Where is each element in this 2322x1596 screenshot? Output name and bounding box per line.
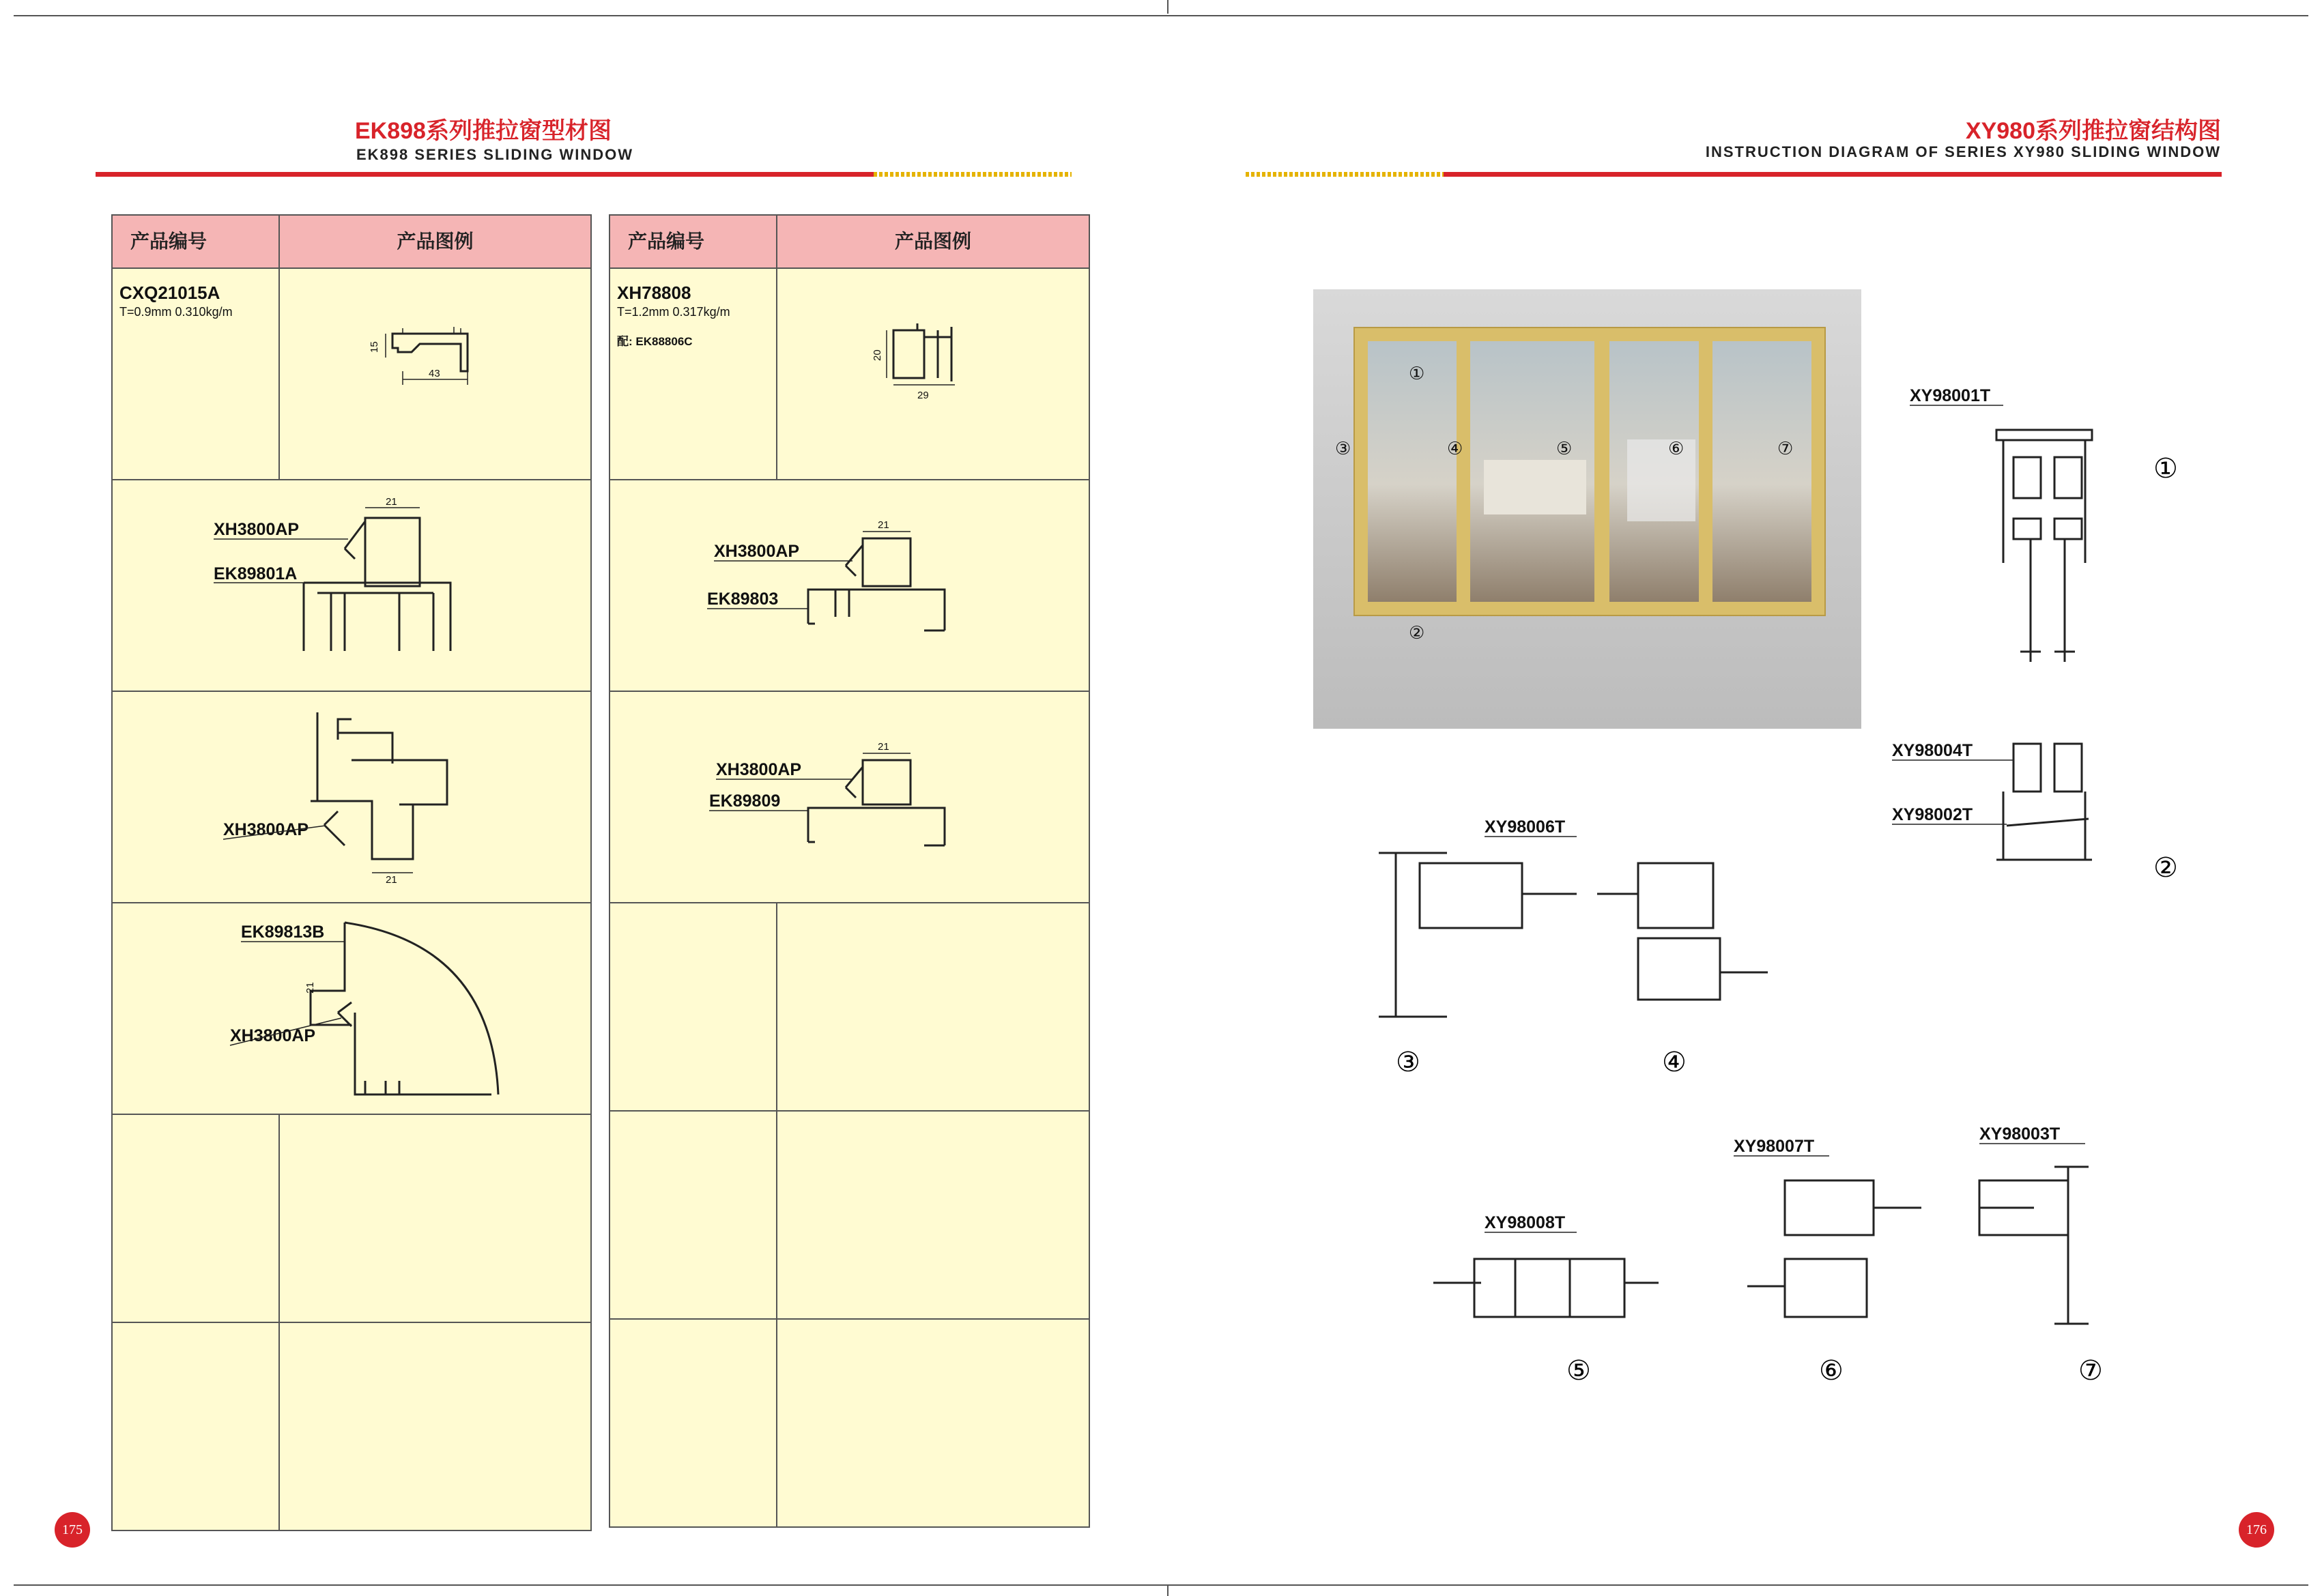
product-spec: T=1.2mm 0.317kg/m (617, 305, 730, 319)
photo-marker-2: ② (1409, 623, 1425, 643)
dim-21: 21 (878, 519, 889, 531)
label-ek89803: EK89803 (707, 590, 779, 609)
label-xh3800ap: XH3800AP (214, 520, 300, 539)
col-header-figure: 产品图例 (279, 215, 591, 268)
label-xy98006t: XY98006T (1485, 817, 1566, 837)
label-xy98007t: XY98007T (1734, 1137, 1815, 1156)
product-code-cell (610, 268, 777, 480)
profile-drawing-xh78808 (777, 269, 1090, 476)
center-crop-mark-bottom (1167, 1586, 1169, 1596)
product-note: 配: EK88806C (617, 335, 693, 348)
product-code-cell (112, 268, 279, 480)
assembly-drawing-ek89809 (610, 692, 1090, 899)
left-title-rule-dots (874, 172, 1072, 177)
section-number-1: ① (2153, 453, 2178, 484)
left-title-rule (96, 172, 874, 177)
label-ek89813b: EK89813B (241, 923, 325, 942)
col-header-code: 产品编号 (112, 215, 279, 268)
right-title-cn: XY980系列推拉窗结构图 (1965, 118, 2221, 144)
assembly-drawing-ek89801a (113, 480, 592, 687)
col-header-figure: 产品图例 (777, 215, 1089, 268)
right-title-rule-dots (1246, 172, 1444, 177)
empty-cell (777, 903, 1089, 1111)
photo-marker-1: ① (1409, 364, 1425, 384)
product-spec: T=0.9mm 0.310kg/m (119, 305, 233, 319)
assembly-cell-2 (610, 691, 1089, 903)
right-title-rule (1444, 172, 2222, 177)
empty-cell (279, 1114, 591, 1322)
product-table-right (609, 214, 1090, 1528)
photo-marker-5: ⑤ (1556, 439, 1573, 459)
photo-marker-4: ④ (1447, 439, 1463, 459)
empty-cell (610, 903, 777, 1111)
right-title-en: INSTRUCTION DIAGRAM OF SERIES XY980 SLIDING WINDOW (1705, 143, 2221, 160)
assembly-drawing-ek89803 (610, 480, 1090, 687)
label-ek89809: EK89809 (709, 792, 781, 811)
product-table-left (111, 214, 592, 1531)
label-xy98003t: XY98003T (1979, 1125, 2061, 1144)
assembly-cell-1 (610, 480, 1089, 691)
assembly-drawing-ek89813b (113, 903, 592, 1110)
dim-21: 21 (386, 874, 397, 886)
photo-marker-3: ③ (1335, 439, 1351, 459)
product-figure-cell (777, 268, 1089, 480)
section-number-2: ② (2153, 852, 2178, 884)
dim-21: 21 (386, 496, 397, 508)
empty-cell (112, 1322, 279, 1530)
assembly-drawing-row3 (113, 692, 592, 899)
left-title-cn: EK898系列推拉窗型材图 (355, 118, 612, 144)
dim-height: 20 (872, 349, 883, 361)
empty-cell (112, 1114, 279, 1322)
empty-cell (279, 1322, 591, 1530)
section-number-7: ⑦ (2078, 1355, 2103, 1387)
empty-cell (610, 1111, 777, 1319)
left-title-en: EK898 SERIES SLIDING WINDOW (356, 146, 634, 163)
profile-drawing-cxq21015a (280, 269, 592, 476)
col-header-code: 产品编号 (610, 215, 777, 268)
section-number-4: ④ (1662, 1047, 1687, 1078)
empty-cell (610, 1319, 777, 1527)
assembly-cell-2 (112, 691, 591, 903)
dim-width: 29 (917, 390, 929, 401)
dim-width: 43 (429, 368, 440, 379)
product-code: XH78808 (617, 282, 691, 303)
product-code: CXQ21015A (119, 282, 220, 303)
photo-marker-7: ⑦ (1777, 439, 1794, 459)
label-xh3800ap: XH3800AP (714, 542, 800, 561)
product-figure-cell (279, 268, 591, 480)
window-photo (1313, 289, 1861, 729)
label-xh3800ap-2: XH3800AP (230, 1026, 316, 1045)
dim-21: 21 (878, 741, 889, 753)
bottom-border (14, 1584, 2308, 1586)
assembly-cell-1 (112, 480, 591, 691)
top-border (14, 15, 2308, 16)
label-xy98001t: XY98001T (1910, 386, 1991, 405)
label-xy98008t: XY98008T (1485, 1213, 1566, 1232)
section-number-5: ⑤ (1566, 1355, 1591, 1387)
assembly-cell-3 (112, 903, 591, 1114)
label-ek89801a: EK89801A (214, 564, 298, 583)
empty-cell (777, 1111, 1089, 1319)
dim-height: 15 (369, 341, 380, 353)
center-crop-mark (1167, 0, 1169, 14)
photo-marker-6: ⑥ (1668, 439, 1685, 459)
section-diagram-3-4 (1365, 812, 1788, 1085)
label-xy98002t: XY98002T (1892, 805, 1973, 824)
label-xh3800ap: XH3800AP (223, 820, 309, 839)
section-number-3: ③ (1396, 1047, 1420, 1078)
empty-cell (777, 1319, 1089, 1527)
dim-21: 21 (304, 982, 316, 993)
label-xy98004t: XY98004T (1892, 741, 1973, 760)
page-number-right: 176 (2239, 1512, 2274, 1548)
section-diagram-5-6-7 (1420, 1112, 2170, 1406)
section-number-6: ⑥ (1819, 1355, 1844, 1387)
page-number-left: 175 (55, 1512, 90, 1548)
section-diagram-1-2 (1884, 382, 2191, 901)
label-xh3800ap: XH3800AP (716, 760, 802, 779)
